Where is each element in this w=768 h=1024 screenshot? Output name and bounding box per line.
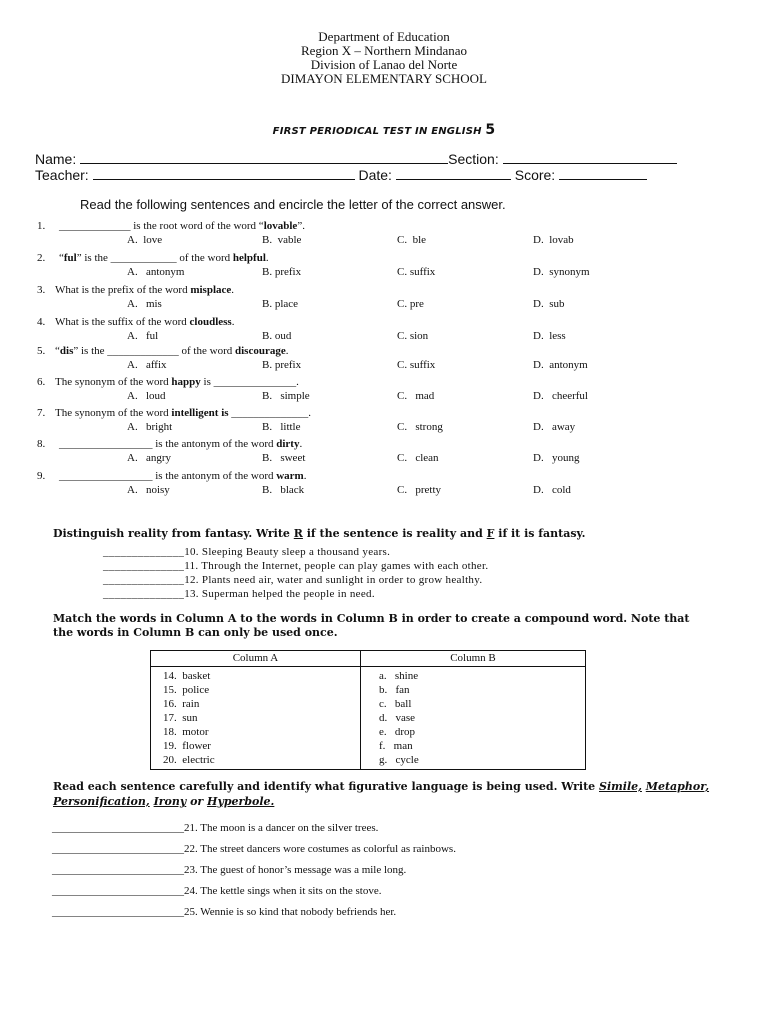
column-a-item: 16. rain [163,698,200,710]
answer-option[interactable]: B. vable [262,234,302,246]
teacher-label: Teacher: [35,167,89,183]
part4-instruction-line1 [53,780,709,793]
answer-option[interactable]: A. love [127,234,163,246]
term-simile: Simile, [599,780,642,793]
question-stem [37,407,311,419]
question-stem [37,376,299,388]
part4-instruction-text: Read each sentence carefully and identify what figurative language is being used. Write [53,780,599,793]
question-text: ______________. [228,407,312,419]
matching-table [150,650,586,770]
column-a-item: 19. flower [163,740,211,752]
question-number: 9. [37,470,46,482]
reality-item-11: ______________11. Through the Internet, people can play games with each other. [103,560,489,572]
question-stem [37,438,302,450]
answer-option[interactable]: C. ble [397,234,427,246]
answer-option[interactable]: B. place [262,298,299,310]
term-metaphor: Metaphor, [645,780,710,793]
question-stem [37,252,269,264]
answer-option[interactable]: B. oud [262,330,292,342]
score-label: Score: [514,167,556,183]
question-text: is _______________. [200,376,299,388]
column-b-item: d. vase [379,712,416,724]
answer-option[interactable]: A. affix [127,359,167,371]
column-a-item: 20. electric [163,754,215,766]
test-title-text: FIRST PERIODICAL TEST IN ENGLISH [272,126,482,137]
question-stem [37,345,288,357]
answer-option[interactable]: B. simple [262,390,310,402]
part1-instruction: Read the following sentences and encircle the letter of the correct answer. [80,197,506,212]
question-number: 4. [37,316,46,328]
section-field[interactable] [503,152,677,164]
question-keyword: helpful [232,252,266,264]
term-irony: Irony [153,795,187,808]
test-title-grade: 5 [485,122,496,138]
header-department: Department of Education [318,29,450,44]
header-school: DIMAYON ELEMENTARY SCHOOL [280,71,487,86]
term-personification: Personification, [53,795,150,808]
answer-option[interactable]: C. pretty [397,484,441,496]
question-text: . [231,316,235,328]
answer-option[interactable]: A. noisy [127,484,170,496]
question-keyword: misplace [190,284,232,296]
question-keyword: warm [276,470,304,482]
question-stem [37,316,234,328]
part4-instruction-line2 [53,795,274,808]
question-keyword: happy [171,376,201,388]
question-number: 8. [37,438,46,450]
column-a-header: Column A [151,651,361,667]
name-label: Name: [35,151,77,167]
answer-option[interactable]: C. strong [397,421,443,433]
column-b-item: c. ball [379,698,412,710]
question-text: The synonym of the word [55,407,172,419]
part2-instruction-pre: Distinguish reality from fantasy. Write [53,527,294,540]
answer-option[interactable]: C. suffix [397,359,436,371]
column-a-item: 18. motor [163,726,209,738]
term-or: or [186,795,208,808]
question-number: 6. [37,376,46,388]
question-text: “ [55,345,60,357]
column-b-item: a. shine [379,670,419,682]
section-label: Section: [448,151,499,167]
column-b-header: Column B [361,651,586,667]
figurative-item-24: ________________________24. The kettle sings when it sits on the stove. [52,885,382,897]
answer-option[interactable]: D. lovab [533,234,574,246]
test-title [0,122,768,138]
answer-option[interactable]: D. less [533,330,566,342]
info-row-2 [35,167,647,183]
answer-option[interactable]: A. mis [127,298,162,310]
column-a-item: 14. basket [163,670,211,682]
answer-option[interactable]: D. young [533,452,580,464]
answer-option[interactable]: A. angry [127,452,171,464]
header-division: Division of Lanao del Norte [310,57,458,72]
column-b-item: e. drop [379,726,416,738]
answer-option[interactable]: C. clean [397,452,439,464]
answer-option[interactable]: D. away [533,421,576,433]
question-text: ” is the ____________ of the word [76,252,233,264]
name-field[interactable] [80,152,448,164]
column-a-item: 17. sun [163,712,198,724]
question-text: _____________ is the root word of the word “ [59,220,264,232]
part2-f-letter: F [486,527,495,540]
question-text: ”. [297,220,305,232]
figurative-item-23: ________________________23. The guest of honor’s message was a mile long. [52,864,407,876]
figurative-item-21: ________________________21. The moon is a dancer on the silver trees. [52,822,379,834]
question-stem [37,470,306,482]
question-stem [37,284,234,296]
column-b-item: b. fan [379,684,410,696]
figurative-item-25: ________________________25. Wennie is so kind that nobody befriends her. [52,906,397,918]
part2-instruction [53,527,586,540]
part3-instruction-line1: Match the words in Column A to the words in Column B in order to create a compound word. Note that [53,612,690,625]
answer-option[interactable]: A. antonym [127,266,185,278]
teacher-field[interactable] [93,168,355,180]
column-a-item: 15. police [163,684,210,696]
question-keyword: dis [59,345,74,357]
answer-option[interactable]: A. bright [127,421,173,433]
answer-option[interactable]: B. sweet [262,452,306,464]
reality-item-13: ______________13. Superman helped the people in need. [103,588,375,600]
answer-option[interactable]: B. black [262,484,305,496]
answer-option[interactable]: D. cold [533,484,571,496]
answer-option[interactable]: D. cheerful [533,390,588,402]
question-text: The synonym of the word [55,376,172,388]
header-region: Region X – Northern Mindanao [300,43,468,58]
question-number: 2. [37,252,46,264]
column-b-item: f. man [379,740,413,752]
part3-instruction-line2: the words in Column B can only be used once. [53,626,338,639]
column-b-cell [361,667,586,770]
date-field[interactable] [396,168,511,180]
answer-option[interactable]: D. antonym [533,359,588,371]
question-stem [37,220,305,232]
answer-option[interactable]: C. mad [397,390,435,402]
reality-item-10: ______________10. Sleeping Beauty sleep a thousand years. [103,546,391,558]
date-label: Date: [358,167,392,183]
answer-option[interactable]: C. sion [397,330,429,342]
figurative-item-22: ________________________22. The street dancers wore costumes as colorful as rainbows. [52,843,456,855]
column-a-cell [151,667,361,770]
score-field[interactable] [559,168,647,180]
answer-option[interactable]: D. synonym [533,266,590,278]
question-text: ” is the _____________ of the word [73,345,235,357]
question-text: “ [59,252,64,264]
question-keyword: ful [63,252,77,264]
info-row-1 [35,151,677,167]
question-number: 1. [37,220,46,232]
question-keyword: cloudless [189,316,232,328]
question-keyword: lovable [263,220,298,232]
answer-option[interactable]: B. little [262,421,301,433]
answer-option[interactable]: A. loud [127,390,166,402]
question-text: _________________ is the antonym of the word [59,438,277,450]
question-text: What is the suffix of the word [55,316,190,328]
reality-item-12: ______________12. Plants need air, water and sunlight in order to grow healthy. [103,574,483,586]
question-keyword: dirty [276,438,300,450]
answer-option[interactable]: A. ful [127,330,159,342]
answer-option[interactable]: B. prefix [262,359,302,371]
question-text: . [303,470,307,482]
term-hyperbole: Hyperbole. [207,795,275,808]
question-keyword: discourage [234,345,286,357]
answer-option[interactable]: D. sub [533,298,565,310]
question-text: . [299,438,303,450]
part2-r-letter: R [293,527,303,540]
question-text: What is the prefix of the word [55,284,191,296]
part2-instruction-post: if it is fantasy. [494,527,586,540]
answer-option[interactable]: B. prefix [262,266,302,278]
part2-instruction-mid: if the sentence is reality and [302,527,487,540]
question-number: 3. [37,284,46,296]
question-number: 5. [37,345,46,357]
question-text: . [285,345,289,357]
answer-option[interactable]: C. suffix [397,266,436,278]
question-number: 7. [37,407,46,419]
column-b-item: g. cycle [379,754,419,766]
question-text: . [265,252,269,264]
question-text: _________________ is the antonym of the word [59,470,277,482]
answer-option[interactable]: C. pre [397,298,424,310]
question-keyword: intelligent is [171,407,229,419]
question-text: . [231,284,235,296]
